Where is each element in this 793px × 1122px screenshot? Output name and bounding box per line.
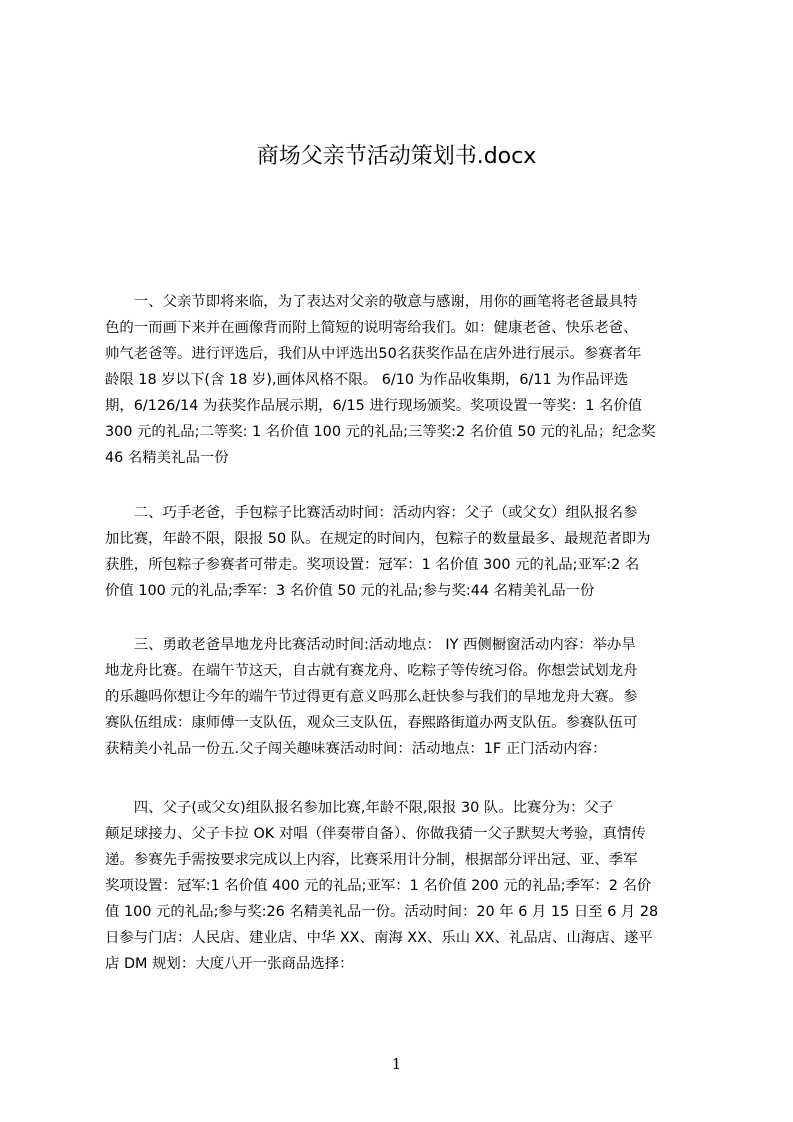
paragraph-line: 龄限 18 岁以下(含 18 岁),画体风格不限。 6/10 为作品收集期，6/11 为作品评选 bbox=[105, 372, 629, 388]
paragraph-line: 颠足球接力、父子卡拉 OK 对唱（伴奏带自备）、你做我猜一父子默契大考验，真情传 bbox=[105, 826, 646, 842]
paragraph-line: 300 元的礼品;二等奖: 1 名价值 100 元的礼品;三等奖:2 名价值 50 元的礼品；纪念奖 bbox=[105, 424, 656, 440]
paragraph-line: 期，6/126/14 为获奖作品展示期，6/15 进行现场颁奖。奖项设置一等奖：1 名价值 bbox=[105, 398, 643, 414]
paragraph-dragon-boat-contest bbox=[105, 632, 695, 762]
paragraph-line: 一、父亲节即将来临，为了表达对父亲的敬意与感谢，用你的画笔将老爸最具特 bbox=[105, 294, 638, 310]
paragraph-line: 赛队伍组成：康师傅一支队伍，观众三支队伍，春熙路街道办两支队伍。参赛队伍可 bbox=[105, 715, 638, 731]
page-number: 1 bbox=[391, 1055, 402, 1073]
paragraph-line: 三、勇敢老爸旱地龙舟比赛活动时间:活动地点： IY 西侧橱窗活动内容：举办旱 bbox=[105, 637, 636, 653]
paragraph-line: 帅气老爸等。进行评选后，我们从中评选出50名获奖作品在店外进行展示。参赛者年 bbox=[105, 346, 642, 362]
paragraph-line: 获胜，所包粽子参赛者可带走。奖项设置：冠军：1 名价值 300 元的礼品;亚军:2 名 bbox=[105, 557, 640, 573]
paragraph-line: 奖项设置：冠军:1 名价值 400 元的礼品;亚军：1 名价值 200 元的礼品;季军：2 名价 bbox=[105, 878, 652, 894]
paragraph-line: 递。参赛先手需按要求完成以上内容，比赛采用计分制，根据部分评出冠、亚、季军 bbox=[105, 852, 638, 868]
paragraph-line: 地龙舟比赛。在端午节这天，自古就有赛龙舟、吃粽子等传统习俗。你想尝试划龙舟 bbox=[105, 663, 638, 679]
paragraph-line: 四、父子(或父女)组队报名参加比赛,年龄不限,限报 30 队。比赛分为：父子 bbox=[105, 800, 614, 816]
paragraph-line: 获精美小礼品一份五.父子闯关趣味赛活动时间：活动地点：1F 正门活动内容： bbox=[105, 741, 607, 757]
paragraph-line: 店 DM 规划：大度八开一张商品选择： bbox=[105, 956, 354, 972]
paragraph-zongzi-contest bbox=[105, 500, 695, 604]
paragraph-line: 价值 100 元的礼品;季军：3 名价值 50 元的礼品;参与奖:44 名精美礼品一份 bbox=[105, 583, 595, 599]
paragraph-line: 的乐趣吗你想让今年的端午节过得更有意义吗那么赶快参与我们的旱地龙舟大赛。参 bbox=[105, 689, 638, 705]
paragraph-line: 值 100 元的礼品;参与奖:26 名精美礼品一份。活动时间：20 年 6 月 15 日至 6 月 28 bbox=[105, 904, 659, 920]
paragraph-line: 46 名精美礼品一份 bbox=[105, 450, 229, 466]
paragraph-line: 色的一而画下来并在画像背而附上简短的说明寄给我们。如：健康老爸、快乐老爸、 bbox=[105, 320, 638, 336]
paragraph-line: 二、巧手老爸，手包粽子比赛活动时间：活动内容：父子（或父女）组队报名参 bbox=[105, 505, 638, 521]
paragraph-line: 加比赛，年龄不限，限报 50 队。在规定的时间内，包粽子的数量最多、最规范者即为 bbox=[105, 531, 651, 547]
document-title: 商场父亲节活动策划书.docx bbox=[256, 144, 537, 169]
paragraph-father-child-challenge bbox=[105, 795, 695, 977]
paragraph-line: 日参与门店：人民店、建业店、中华 XX、南海 XX、乐山 XX、礼品店、山海店、遂平 bbox=[105, 930, 653, 946]
paragraph-father-drawing-contest bbox=[105, 289, 695, 471]
